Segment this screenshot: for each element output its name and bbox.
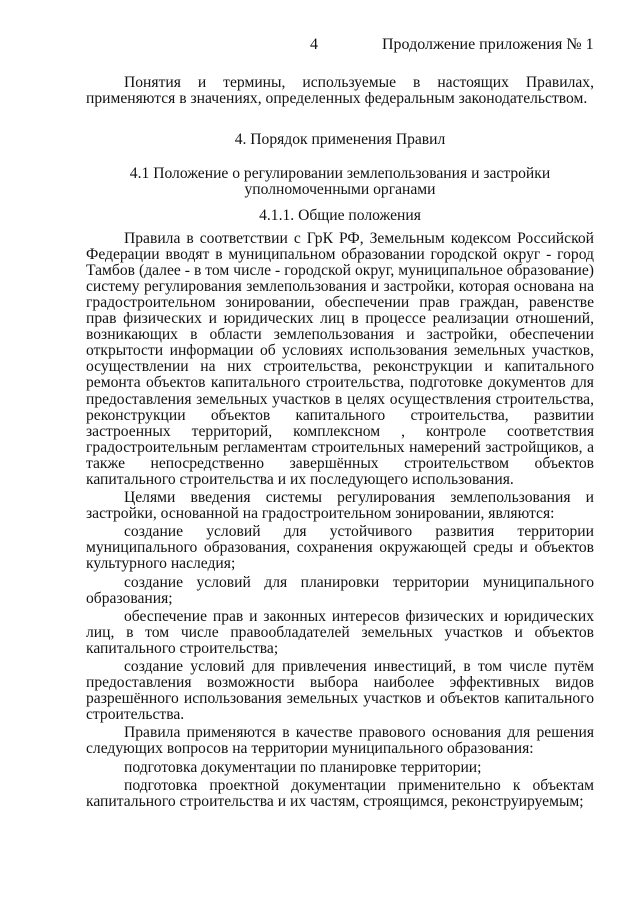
paragraph-general-provisions: Правила в соответствии с ГрК РФ, Земельным кодексом Российской Федерации вводят в муниципальном образовании городской округ - город Тамбов (далее - в том числе - городской округ, муниципальное образование) систему регулирования землепользования и застройки, которая основана на градостроительном зонировании, обеспечении прав граждан, равенстве прав физических и юридических лиц в процессе реализации отношений, возникающих в области землепользования и застройки, обеспечении открытости информации об условиях использования земельных участков, осуществлении на них строительства, реконструкции и капитального ремонта объектов капитального строительства, подготовке документов для предоставления земельных участков в целях осуществления строительства, реконструкции объектов капитального строительства, развитии застроенных территорий, комплексном , контроле соответствия градостроительным регламентам строительных намерений застройщиков, а также непосредственно завершённых строительством объектов капитального строительства и их последующего использования. bbox=[86, 229, 594, 488]
intro-paragraph: Понятия и термины, используемые в настоящих Правилах, применяются в значениях, определенных федеральным законодательством. bbox=[86, 74, 594, 108]
paragraph-goals-intro: Целями введения системы регулирования землепользования и застройки, основанной на градостроительном зонировании, являются: bbox=[86, 489, 594, 523]
subsubsection-title: 4.1.1. Общие положения bbox=[259, 207, 421, 225]
page-number: 4 bbox=[310, 36, 318, 53]
section-title: 4. Порядок применения Правил bbox=[234, 131, 446, 149]
paragraph-application-intro: Правила применяются в качестве правового основания для решения следующих вопросов на территории муниципального образования: bbox=[86, 724, 594, 758]
goal-item: создание условий для планировки территории муниципального образования; bbox=[86, 573, 594, 607]
appendix-label: Продолжение приложения № 1 bbox=[382, 36, 594, 53]
subsection-title-line-1: 4.1 Положение о регулировании землепользования и застройки bbox=[129, 165, 551, 183]
subsection-title-line-2: уполномоченными органами bbox=[244, 181, 436, 199]
goal-item: создание условий для устойчивого развития территории муниципального образования, сохранения окружающей среды и объектов культурного наследия; bbox=[86, 523, 594, 573]
goal-item: создание условий для привлечения инвестиций, в том числе путём предоставления возможности выбора наиболее эффективных видов разрешённого использования земельных участков и объектов капитального строительства. bbox=[86, 658, 594, 724]
document-body bbox=[86, 75, 594, 810]
application-item: подготовка документации по планировке территории; bbox=[124, 758, 482, 776]
goal-item: обеспечение прав и законных интересов физических и юридических лиц, в том числе правообладателей земельных участков и объектов капитального строительства; bbox=[86, 607, 594, 657]
application-item: подготовка проектной документации применительно к объектам капитального строительства и их частям, строящимся, реконструируемым; bbox=[86, 776, 594, 810]
